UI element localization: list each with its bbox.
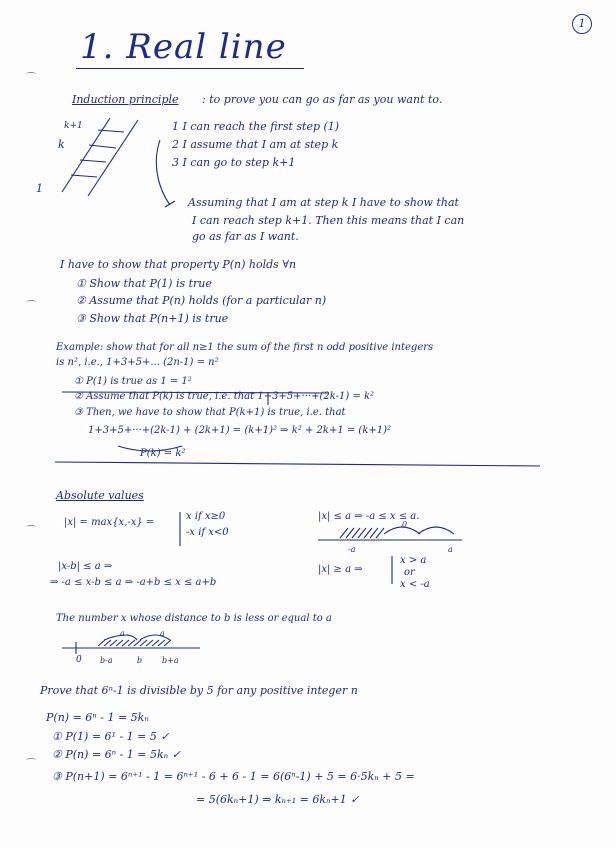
example-item-2: ② Assume that P(k) is true, i.e. that 1+3+5+···+(2k-1) = k² <box>74 391 375 402</box>
induction-note-1: Assuming that I am at step k I have to show that <box>188 196 459 209</box>
property-line: I have to show that property P(n) holds ∀n <box>60 258 297 271</box>
margin-mark <box>26 300 36 304</box>
divisible-step-2: ② P(n) = 6ⁿ - 1 = 5kₙ ✓ <box>52 748 181 761</box>
property-item-1: ① Show that P(1) is true <box>76 277 212 290</box>
example-item-3: ③ Then, we have to show that P(k+1) is true, i.e. that <box>74 407 346 418</box>
divisible-step-3-cont: = 5(6kₙ+1) ⇒ kₙ₊₁ = 6kₙ+1 ✓ <box>196 793 360 806</box>
numline2-top-a-2: a <box>160 629 165 638</box>
divisible-step-3: ③ P(n+1) = 6ⁿ⁺¹ - 1 = 6ⁿ⁺¹ - 6 + 6 - 1 = 6(6ⁿ-1) + 5 = 6·5kₙ + 5 = <box>52 770 415 783</box>
numline2-label-b-plus-a: b+a <box>162 656 179 665</box>
page-title: 1. Real line <box>80 27 287 67</box>
step-num: 3 <box>172 156 179 169</box>
numline2-label-0: 0 <box>76 655 82 665</box>
induction-step-2 <box>172 138 338 151</box>
numline-label-a: a <box>448 545 453 554</box>
absolute-heading: Absolute values <box>56 489 144 502</box>
ladder-top-label: k+1 <box>64 121 83 131</box>
step-text: I can go to step k+1 <box>182 156 296 169</box>
numline2-top-a-1: a <box>120 629 125 638</box>
absolute-inequality-3-or: or <box>404 567 415 578</box>
numline2-label-b-a: b-a <box>100 656 113 665</box>
induction-note-3: go as far as I want. <box>192 230 299 243</box>
step-text: I assume that I am at step k <box>182 138 339 151</box>
numline-label-neg-a: -a <box>348 545 356 554</box>
absolute-inequality-3-case-2: x < -a <box>400 579 430 590</box>
induction-step-3 <box>172 156 295 169</box>
induction-note-2: I can reach step k+1. Then this means that I can <box>192 214 465 227</box>
absolute-inequality-2: |x-b| ≤ a ⇒ <box>58 561 113 572</box>
margin-mark <box>26 758 36 762</box>
absolute-inequality-3: |x| ≥ a ⇒ <box>318 564 363 575</box>
absolute-definition: |x| = max{x,-x} = <box>64 517 155 528</box>
absolute-inequality-3-case-1: x > a <box>400 555 427 566</box>
induction-intro: : to prove you can go as far as you want to. <box>202 93 443 106</box>
ladder-mid-label: k <box>58 138 65 151</box>
example-item-1: ① P(1) is true as 1 = 1² <box>74 376 192 387</box>
example-underbrace: P(k) = k² <box>140 448 186 459</box>
example-line-2: is n², i.e., 1+3+5+... (2n-1) = n² <box>56 357 219 368</box>
margin-mark <box>26 72 36 76</box>
absolute-case-2: -x if x<0 <box>186 527 229 538</box>
absolute-inequality-1: |x| ≤ a ⇒ -a ≤ x ≤ a. <box>318 511 420 522</box>
numline-label-zero: 0 <box>402 520 408 529</box>
distance-sentence: The number x whose distance to b is less or equal to a <box>56 613 332 624</box>
numline2-label-b: b <box>137 656 143 665</box>
property-item-3: ③ Show that P(n+1) is true <box>76 312 229 325</box>
example-equation: 1+3+5+···+(2k-1) + (2k+1) = (k+1)² ⇒ k² + 2k+1 = (k+1)² <box>88 425 392 436</box>
step-num: 2 <box>172 138 179 151</box>
induction-heading: Induction principle <box>72 93 179 106</box>
divisible-statement: Prove that 6ⁿ-1 is divisible by 5 for any positive integer n <box>40 684 358 697</box>
absolute-inequality-2-result: ⇒ -a ≤ x-b ≤ a ⇒ -a+b ≤ x ≤ a+b <box>50 577 217 588</box>
divisible-step-1: ① P(1) = 6¹ - 1 = 5 ✓ <box>52 730 170 743</box>
step-text: I can reach the first step (1) <box>182 120 340 133</box>
property-item-2: ② Assume that P(n) holds (for a particular n) <box>76 294 327 307</box>
divisible-pn: P(n) = 6ⁿ - 1 = 5kₙ <box>46 711 149 724</box>
page-number: 1 <box>572 14 592 34</box>
absolute-case-1: x if x≥0 <box>186 511 226 522</box>
ladder-bottom-label: 1 <box>36 182 43 195</box>
example-line-1: Example: show that for all n≥1 the sum of the first n odd positive integers <box>56 342 434 353</box>
margin-mark <box>26 525 36 529</box>
induction-step-1 <box>172 120 339 133</box>
step-num: 1 <box>172 120 179 133</box>
